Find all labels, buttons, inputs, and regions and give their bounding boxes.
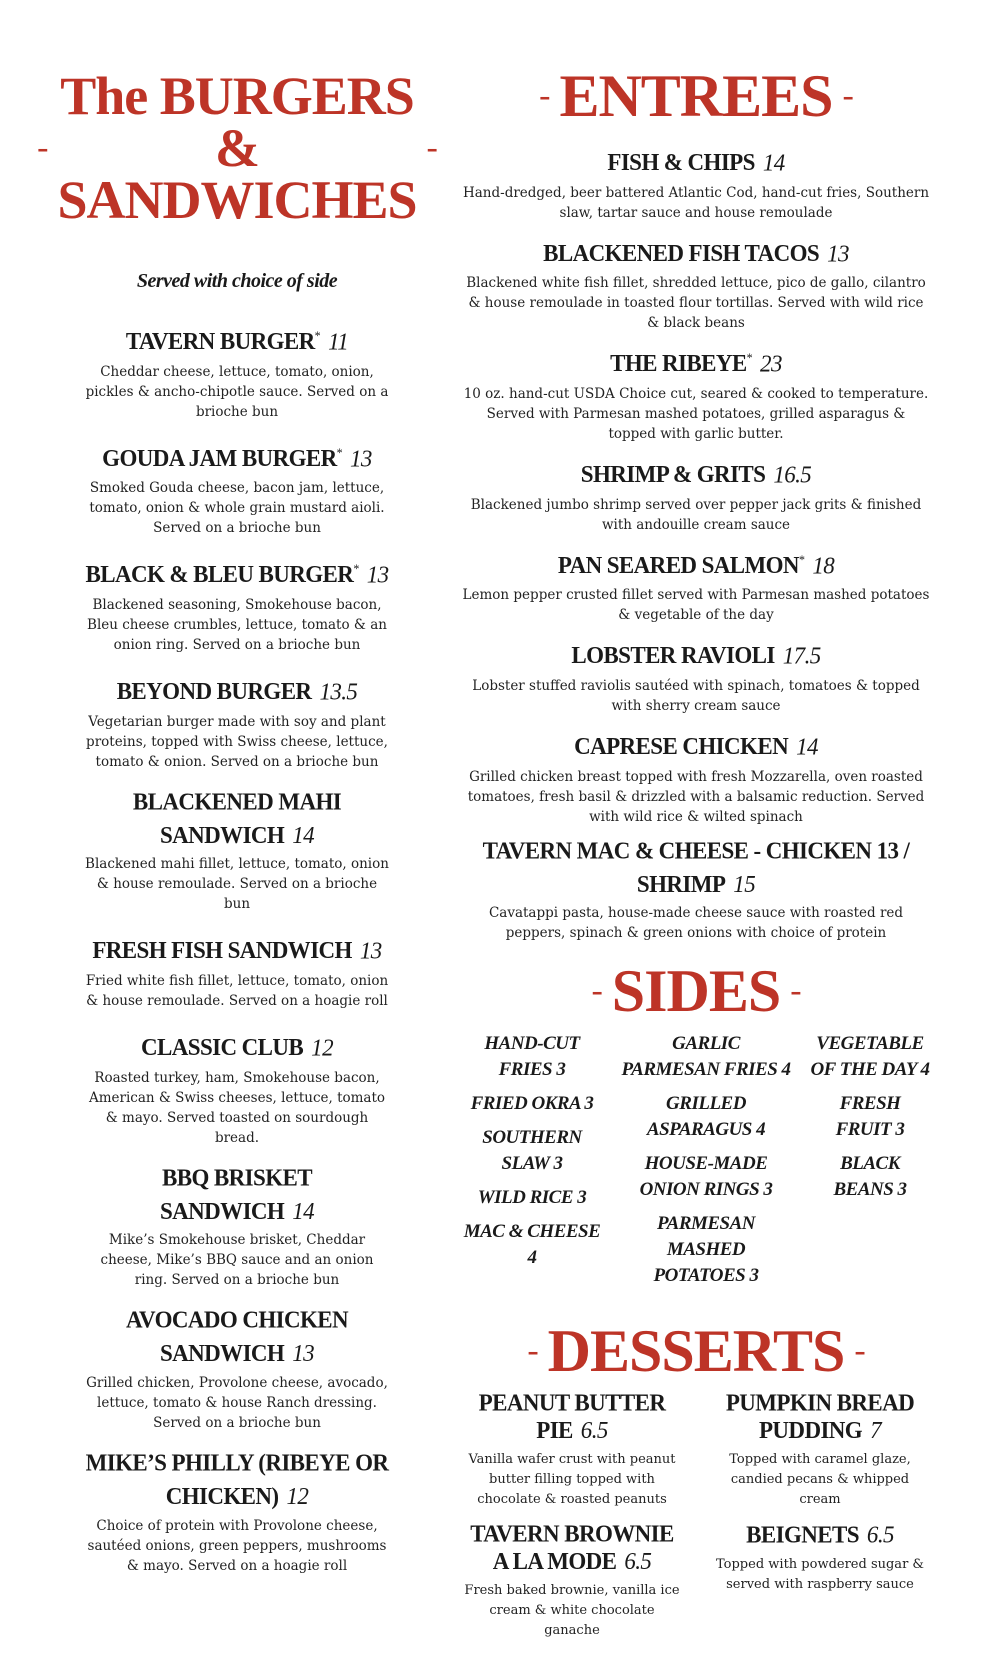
- item-price: 6.5: [624, 1548, 652, 1575]
- entrees-heading: - ENTREES -: [539, 63, 853, 129]
- item-name: SHRIMP & GRITS: [580, 461, 766, 488]
- desserts-heading: - DESSERTS -: [527, 1318, 865, 1385]
- menu-item: [710, 1522, 930, 1595]
- item-description: Roasted turkey, ham, Smokehouse bacon, American & Swiss cheeses, lettuce, tomato & mayo. Served toasted on sourdough bread.: [88, 1069, 386, 1146]
- item-name: MIKE’S PHILLY (RIBEYE OR CHICKEN): [85, 1449, 389, 1509]
- item-name: THE RIBEYE: [610, 350, 747, 377]
- burgers-heading-line1: The BURGERS: [60, 66, 414, 126]
- item-price: 12: [311, 1034, 333, 1061]
- item-price: 14: [762, 149, 785, 176]
- item-price: 11: [328, 328, 349, 355]
- side-item: GRILLED ASPARAGUS 4: [646, 1093, 766, 1141]
- item-name: CAPRESE CHICKEN: [574, 733, 789, 760]
- item-name: CLASSIC CLUB: [141, 1034, 304, 1061]
- menu-item: [462, 345, 930, 444]
- menu-item: [84, 790, 390, 915]
- item-price: 13: [350, 444, 372, 472]
- side-item: HOUSE-MADE ONION RINGS 3: [639, 1153, 773, 1201]
- item-name: AVOCADO CHICKEN SANDWICH: [125, 1306, 349, 1367]
- burger-list: [84, 323, 390, 1576]
- item-description: Vegetarian burger made with soy and plant proteins, topped with Swiss cheese, lettuce, tomato & onion. Served on a brioche bun: [86, 713, 388, 770]
- menu-item: [84, 1308, 390, 1433]
- item-name: BBQ BRISKET SANDWICH: [159, 1164, 312, 1224]
- item-description: Hand-dredged, beer battered Atlantic Cod, hand-cut fries, Southern slaw, tartar sauce and house remoulade: [462, 184, 930, 221]
- item-price: 13: [827, 239, 849, 267]
- side-item: SOUTHERN SLAW 3: [482, 1127, 582, 1175]
- item-name: LOBSTER RAVIOLI: [571, 642, 775, 669]
- menu-item: [84, 323, 390, 422]
- menu-item: [84, 1029, 390, 1148]
- side-item: PARMESAN MASHED POTATOES 3: [653, 1213, 759, 1287]
- menu-item: [84, 932, 390, 1011]
- item-price: 13: [292, 1340, 315, 1367]
- desserts-grid: [462, 1391, 930, 1653]
- served-note: Served with choice of side: [136, 270, 338, 292]
- item-description: Blackened mahi fillet, lettuce, tomato, onion & house remoulade. Served on a brioche bun: [85, 856, 389, 913]
- item-description: Topped with powdered sugar & served with raspberry sauce: [716, 1557, 924, 1593]
- right-column: [462, 63, 930, 1653]
- item-name: BLACK & BLEU BURGER: [85, 561, 354, 588]
- item-price: 17.5: [782, 642, 821, 669]
- burgers-section: [37, 66, 437, 1594]
- item-description: Grilled chicken, Provolone cheese, avocado, lettuce, tomato & house Ranch dressing. Served on a brioche bun: [86, 1374, 388, 1431]
- side-item: HAND-CUT FRIES 3: [484, 1033, 580, 1081]
- item-description: Fried white fish fillet, lettuce, tomato, onion & house remoulade. Served on a hoagie roll: [85, 972, 389, 1009]
- menu-item: [462, 728, 930, 827]
- item-description: Cavatappi pasta, house-made cheese sauce with roasted red peppers, spinach & green onions with choice of protein: [488, 905, 904, 942]
- item-description: 10 oz. hand-cut USDA Choice cut, seared & cooked to temperature. Served with Parmesan mashed potatoes, grilled asparagus & topped with garlic butter.: [463, 385, 929, 442]
- item-name: BEIGNETS: [746, 1521, 859, 1548]
- menu-item: [84, 440, 390, 539]
- item-name: PEANUT BUTTER PIE: [478, 1389, 666, 1444]
- menu-item: [462, 1522, 682, 1641]
- item-price: 18: [812, 551, 835, 579]
- item-name: FISH & CHIPS: [607, 149, 755, 176]
- entree-list: [462, 144, 930, 943]
- burgers-heading-line2: & SANDWICHES: [57, 118, 417, 230]
- menu-item: [462, 547, 930, 626]
- side-item: FRESH FRUIT 3: [835, 1093, 905, 1141]
- desserts-column-2: [710, 1391, 930, 1653]
- side-item: MAC & CHEESE 4: [463, 1221, 601, 1269]
- item-description: Smoked Gouda cheese, bacon jam, lettuce, tomato, onion & whole grain mustard aioli. Served on a brioche bun: [89, 480, 385, 537]
- asterisk-mark: *: [798, 552, 805, 567]
- item-description: Choice of protein with Provolone cheese, sautéed onions, green peppers, mushrooms & mayo. Served on a hoagie roll: [87, 1517, 387, 1574]
- sides-column-2: [621, 1031, 791, 1297]
- item-price: 6.5: [866, 1521, 894, 1548]
- item-price: 14: [292, 821, 315, 848]
- menu-item: [462, 235, 930, 334]
- sides-column-1: [462, 1031, 602, 1297]
- item-name: BLACKENED FISH TACOS: [543, 239, 820, 267]
- side-item: WILD RICE 3: [477, 1187, 587, 1209]
- item-name: BLACKENED MAHI SANDWICH: [132, 788, 342, 848]
- sides-grid: [462, 1031, 930, 1297]
- item-price: 13: [359, 937, 382, 964]
- menu-item: [84, 1451, 390, 1576]
- item-name: TAVERN MAC & CHEESE - CHICKEN 13 / SHRIMP: [482, 837, 910, 897]
- item-name: TAVERN BROWNIE A LA MODE: [470, 1520, 674, 1575]
- item-description: Grilled chicken breast topped with fresh Mozzarella, oven roasted tomatoes, fresh basil & drizzled with a balsamic reduction. Served with wild rice & wilted spinach: [467, 768, 925, 825]
- asterisk-mark: *: [746, 350, 753, 366]
- side-item: FRIED OKRA 3: [470, 1093, 594, 1115]
- item-price: 16.5: [773, 461, 812, 488]
- menu-item: [462, 144, 930, 223]
- item-description: Fresh baked brownie, vanilla ice cream & white chocolate ganache: [464, 1583, 680, 1639]
- item-description: Lobster stuffed raviolis sautéed with spinach, tomatoes & topped with sherry cream sauce: [472, 677, 920, 714]
- item-price: 13: [366, 561, 389, 588]
- menu-item: [84, 1166, 390, 1291]
- side-item: VEGETABLE OF THE DAY 4: [810, 1033, 930, 1081]
- sides-heading: - SIDES -: [591, 958, 801, 1025]
- item-name: FRESH FISH SANDWICH: [92, 937, 352, 964]
- menu-item: [84, 673, 390, 772]
- item-price: 14: [796, 733, 818, 760]
- menu-item: [84, 556, 390, 655]
- item-price: 14: [292, 1197, 315, 1224]
- item-name: GOUDA JAM BURGER: [102, 444, 337, 472]
- menu-item: [710, 1391, 930, 1510]
- item-description: Blackened white fish fillet, shredded lettuce, pico de gallo, cilantro & house remoulade in toasted flour tortillas. Served with wild rice & black beans: [466, 275, 926, 332]
- asterisk-mark: *: [353, 561, 359, 577]
- asterisk-mark: *: [314, 328, 321, 344]
- item-price: 7: [870, 1417, 882, 1444]
- item-description: Cheddar cheese, lettuce, tomato, onion, pickles & ancho-chipotle sauce. Served on a brioche bun: [85, 363, 389, 420]
- burgers-heading: - The BURGERS & SANDWICHES -: [37, 66, 437, 230]
- item-name: PAN SEARED SALMON: [557, 551, 799, 579]
- item-description: Mike’s Smokehouse brisket, Cheddar cheese, Mike’s BBQ sauce and an onion ring. Served on a brioche bun: [100, 1232, 374, 1289]
- item-description: Blackened seasoning, Smokehouse bacon, Bleu cheese crumbles, lettuce, tomato & an onion ring. Served on a brioche bun: [87, 596, 387, 653]
- item-description: Topped with caramel glaze, candied pecans & whipped cream: [729, 1452, 911, 1508]
- menu-item: [462, 637, 930, 716]
- menu-item: [462, 839, 930, 944]
- item-description: Vanilla wafer crust with peanut butter filling topped with chocolate & roasted peanuts: [468, 1452, 676, 1508]
- desserts-column-1: [462, 1391, 682, 1653]
- menu-item: [462, 1391, 682, 1510]
- item-name: BEYOND BURGER: [116, 678, 312, 705]
- item-description: Blackened jumbo shrimp served over pepper jack grits & finished with andouille cream sauce: [470, 496, 922, 533]
- item-name: PUMPKIN BREAD PUDDING: [725, 1389, 915, 1444]
- item-price: 13.5: [319, 678, 358, 705]
- asterisk-mark: *: [336, 445, 343, 460]
- item-price: 12: [286, 1482, 309, 1509]
- item-name: TAVERN BURGER: [125, 328, 315, 355]
- item-price: 23: [760, 350, 782, 377]
- sides-column-3: [810, 1031, 930, 1297]
- side-item: BLACK BEANS 3: [833, 1153, 907, 1201]
- side-item: GARLIC PARMESAN FRIES 4: [621, 1033, 791, 1081]
- menu-item: [462, 456, 930, 535]
- item-price: 15: [733, 870, 756, 897]
- item-description: Lemon pepper crusted fillet served with Parmesan mashed potatoes & vegetable of the day: [462, 587, 930, 624]
- item-price: 6.5: [580, 1417, 608, 1444]
